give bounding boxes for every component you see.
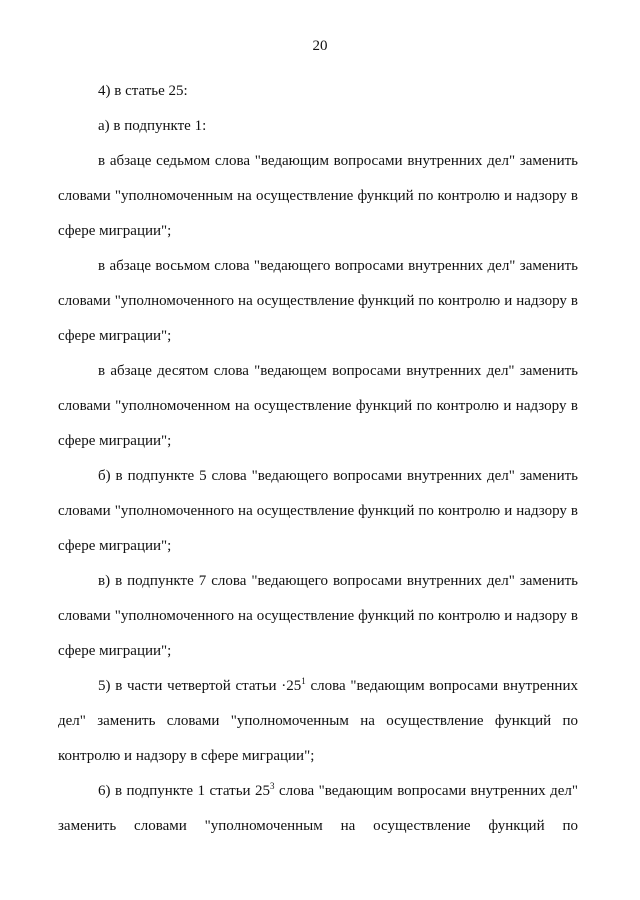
paragraph-item-6-start: 6) в подпункте 1 статьи 25 bbox=[98, 783, 271, 799]
paragraph-item-4b: б) в подпункте 5 слова "ведающего вопросами внутренних дел" заменить словами "уполномоченного на осуществление функций по контролю и надзору в сфере миграции"; bbox=[58, 468, 578, 554]
paragraph-item-5 bbox=[58, 669, 578, 774]
paragraph-item-5-end: слова "ведающим вопросами внутренних дел" заменить словами "уполномоченным на осуществление функций по контролю и надзору в сфере миграции"; bbox=[58, 678, 578, 764]
paragraph-item-5-start: 5) в части четвертой статьи ·25 bbox=[98, 678, 302, 694]
paragraph-item-4v: в) в подпункте 7 слова "ведающего вопросами внутренних дел" заменить словами "уполномоченного на осуществление функций по контролю и надзору в сфере миграции"; bbox=[58, 573, 578, 659]
paragraph-item-4a: а) в подпункте 1: bbox=[98, 118, 207, 134]
paragraph-item-6 bbox=[58, 774, 578, 844]
document-body bbox=[58, 74, 578, 844]
paragraph-item-4: 4) в статье 25: bbox=[98, 83, 188, 99]
paragraph-abzac-10: в абзаце десятом слова "ведающем вопросами внутренних дел" заменить словами "уполномоченном на осуществление функций по контролю и надзору в сфере миграции"; bbox=[58, 363, 578, 449]
article-superscript: 3 bbox=[270, 781, 275, 791]
paragraph-item-6-end: слова "ведающим вопросами внутренних дел" заменить словами "уполномоченным на осуществление функций по bbox=[58, 783, 578, 834]
page-number: 20 bbox=[312, 38, 328, 54]
paragraph-abzac-7: в абзаце седьмом слова "ведающим вопросами внутренних дел" заменить словами "уполномоченным на осуществление функций по контролю и надзору в сфере миграции"; bbox=[58, 153, 578, 239]
paragraph-abzac-8: в абзаце восьмом слова "ведающего вопросами внутренних дел" заменить словами "уполномоченного на осуществление функций по контролю и надзору в сфере миграции"; bbox=[58, 258, 578, 344]
article-superscript: 1 bbox=[301, 676, 306, 686]
